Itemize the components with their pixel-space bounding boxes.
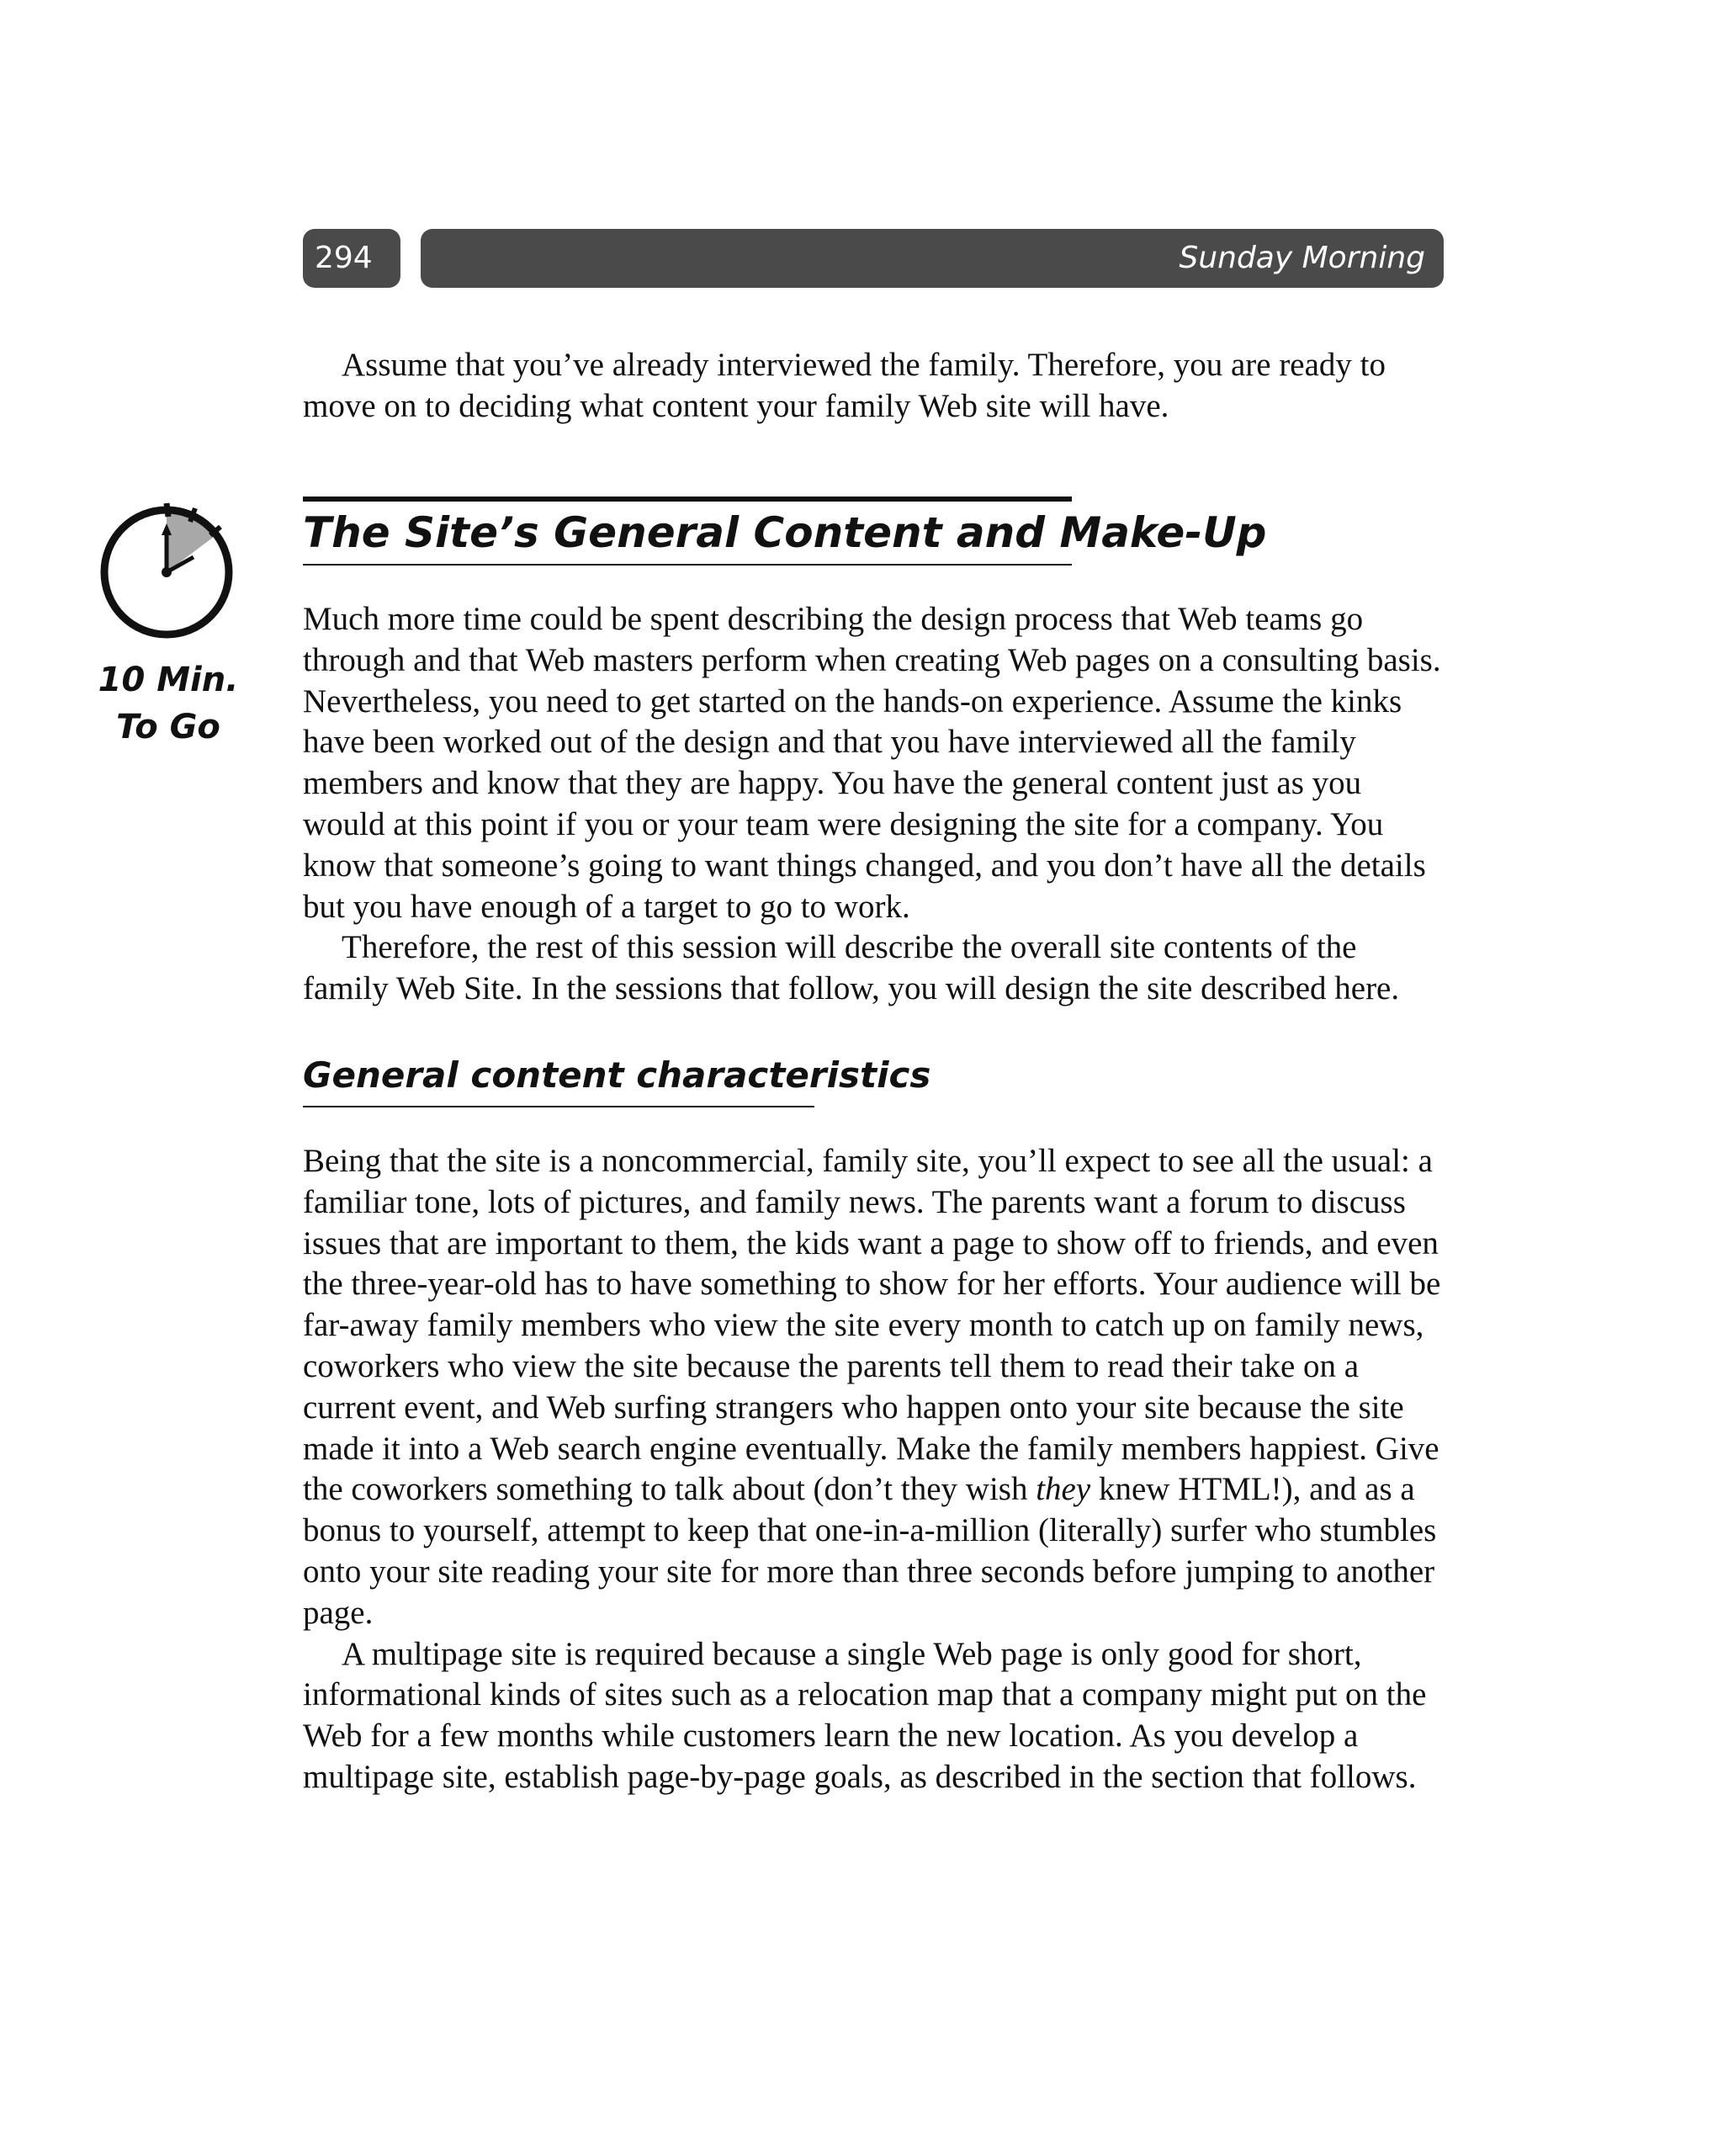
time-remaining-minutes: 10 Min. bbox=[98, 661, 239, 699]
running-head-bar bbox=[421, 229, 1444, 288]
intro-paragraph: Assume that you’ve already interviewed the family. Therefore, you are ready to move on to deciding what content your family Web site will have. bbox=[303, 347, 1386, 424]
subsection-heading: General content characteristics bbox=[303, 1054, 931, 1096]
page-header bbox=[303, 229, 1444, 288]
page-number: 294 bbox=[315, 241, 373, 275]
stopwatch-icon bbox=[93, 497, 244, 640]
section-paragraph-2: Therefore, the rest of this session will describe the overall site contents of the family Web Site. In the sessions that follow, you will design the site described here. bbox=[303, 929, 1400, 1007]
subsection-paragraph-1 bbox=[303, 1141, 1447, 1634]
page-number-tab bbox=[303, 229, 400, 288]
section-paragraph-1: Much more time could be spent describing the design process that Web teams go through and that Web masters perform when creating Web pages on a consulting basis. Nevertheless, you need to get started on the hands-on experience. Assume the kinks have been worked out of the design and that you have interviewed all the family members and know that they are happy. You have the general content just as you would at this point if you or your team were designing the site for a company. You know that someone’s going to want things changed, and you don’t have all the details but you have enough of a target to go to work. bbox=[303, 601, 1441, 925]
paragraph-text-part-2: knew HTML!), and as a bonus to yourself, attempt to keep that one-in-a-million (literally) surfer who stumbles onto your site reading your site for more than three seconds before jumping to another page. bbox=[303, 1471, 1437, 1631]
subsection-paragraph-2: A multipage site is required because a single Web page is only good for short, informational kinds of sites such as a relocation map that a company might put on the Web for a few months while customers learn the new location. As you develop a multipage site, establish page-by-page goals, as described in the section that follows. bbox=[303, 1635, 1427, 1795]
subheading-underline bbox=[303, 1106, 814, 1107]
paragraph-text-part-1: Being that the site is a noncommercial, family site, you’ll expect to see all the usual: a familiar tone, lots of pictures, and family news. The parents want a forum to discuss issues that are important to them, the kids want a page to show off to friends, and even the three-year-old has to have something to show for her efforts. Your audience will be far-away family members who view the site every month to catch up on family news, coworkers who view the site because the parents tell them to read their take on a current event, and Web surfing strangers who happen onto your site because the site made it into a Web search engine eventually. Make the family members happiest. Give the coworkers something to talk about (don’t they wish bbox=[303, 1143, 1441, 1508]
heading-underline bbox=[303, 564, 1072, 566]
time-remaining-to-go: To Go bbox=[116, 708, 220, 746]
subsection-body bbox=[303, 1141, 1447, 1798]
section-body bbox=[303, 599, 1447, 1010]
section-heading: The Site’s General Content and Make-Up bbox=[303, 508, 1267, 557]
time-remaining-label bbox=[93, 656, 244, 751]
heading-top-rule bbox=[303, 497, 1072, 502]
emphasized-word: they bbox=[1036, 1471, 1091, 1508]
running-head: Sunday Morning bbox=[1179, 241, 1425, 275]
